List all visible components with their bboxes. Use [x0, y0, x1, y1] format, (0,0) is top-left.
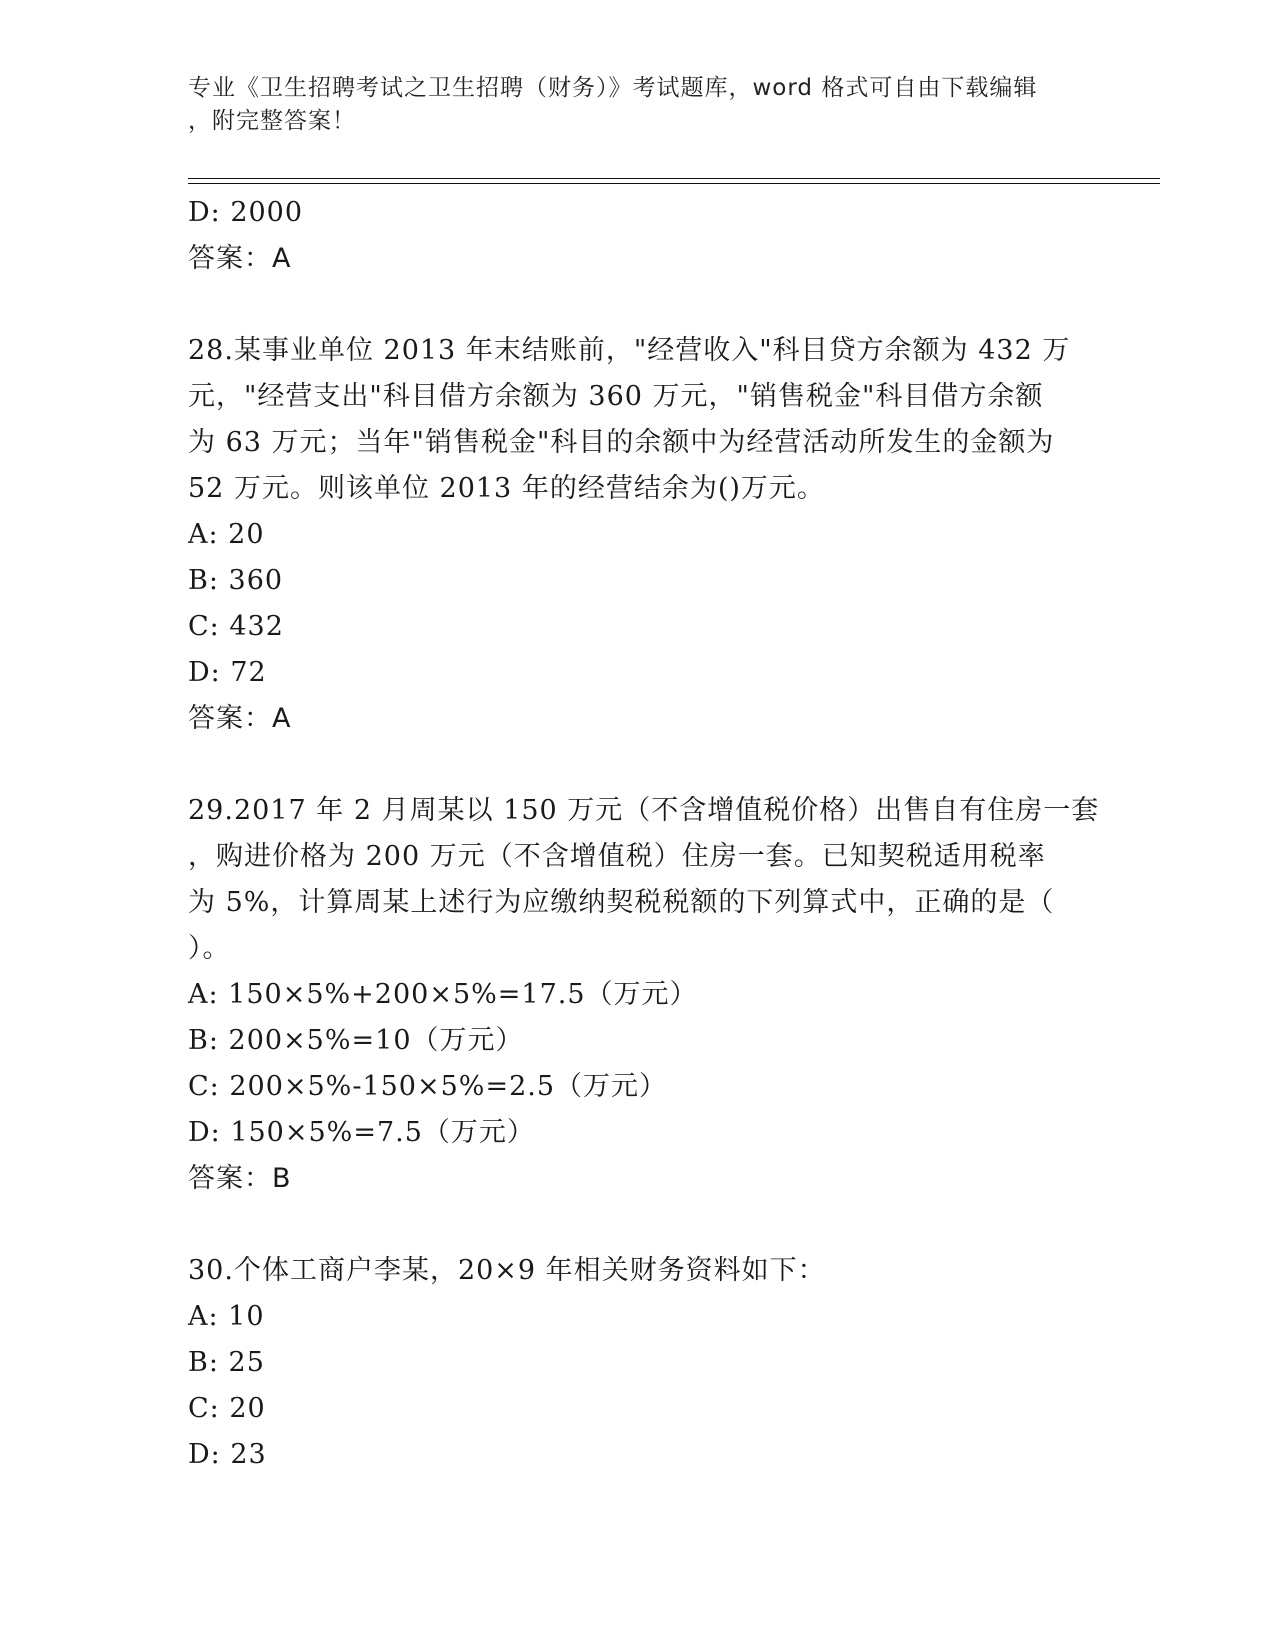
option-a: A: 150×5%+200×5%=17.5（万元） — [188, 979, 698, 1010]
option-d: D: 150×5%=7.5（万元） — [188, 1117, 535, 1148]
question-stem-line: 28.某事业单位 2013 年末结账前，"经营收入"科目贷方余额为 432 万 — [188, 335, 1071, 366]
header-divider-top — [188, 178, 1160, 179]
header-divider-bottom — [188, 183, 1160, 184]
option-c: C: 20 — [188, 1393, 266, 1424]
document-header — [188, 72, 1068, 138]
option-c: C: 200×5%-150×5%=2.5（万元） — [188, 1071, 668, 1102]
header-line-1: 专业《卫生招聘考试之卫生招聘（财务）》考试题库，word 格式可自由下载编辑 — [188, 75, 1038, 101]
answer: 答案：A — [188, 243, 292, 274]
question-29 — [188, 788, 1100, 1202]
option-b: B: 200×5%=10（万元） — [188, 1025, 524, 1056]
option-d: D: 2000 — [188, 197, 304, 228]
option-b: B: 25 — [188, 1347, 265, 1378]
option-d: D: 72 — [188, 657, 267, 688]
option-c: C: 432 — [188, 611, 284, 642]
question-stem-line: 为 63 万元；当年"销售税金"科目的余额中为经营活动所发生的金额为 — [188, 427, 1055, 458]
question-stem-line: ，购进价格为 200 万元（不含增值税）住房一套。已知契税适用税率 — [188, 841, 1046, 872]
option-a: A: 20 — [188, 519, 265, 550]
option-d: D: 23 — [188, 1439, 267, 1470]
answer: 答案：A — [188, 703, 292, 734]
question-30 — [188, 1248, 1088, 1478]
question-stem-line: 为 5%，计算周某上述行为应缴纳契税税额的下列算式中，正确的是（ — [188, 887, 1055, 918]
question-stem-line: 29.2017 年 2 月周某以 150 万元（不含增值税价格）出售自有住房一套 — [188, 795, 1100, 826]
question-stem-line: ）。 — [188, 933, 231, 964]
option-b: B: 360 — [188, 565, 284, 596]
question-content — [188, 190, 1100, 1478]
header-line-2: ，附完整答案！ — [188, 108, 356, 134]
option-a: A: 10 — [188, 1301, 265, 1332]
question-stem-line: 52 万元。则该单位 2013 年的经营结余为()万元。 — [188, 473, 825, 504]
question-28 — [188, 328, 1088, 742]
question-stem-line: 元，"经营支出"科目借方余额为 360 万元，"销售税金"科目借方余额 — [188, 381, 1044, 412]
question-stem-line: 30.个体工商户李某，20×9 年相关财务资料如下： — [188, 1255, 826, 1286]
answer: 答案：B — [188, 1163, 292, 1194]
